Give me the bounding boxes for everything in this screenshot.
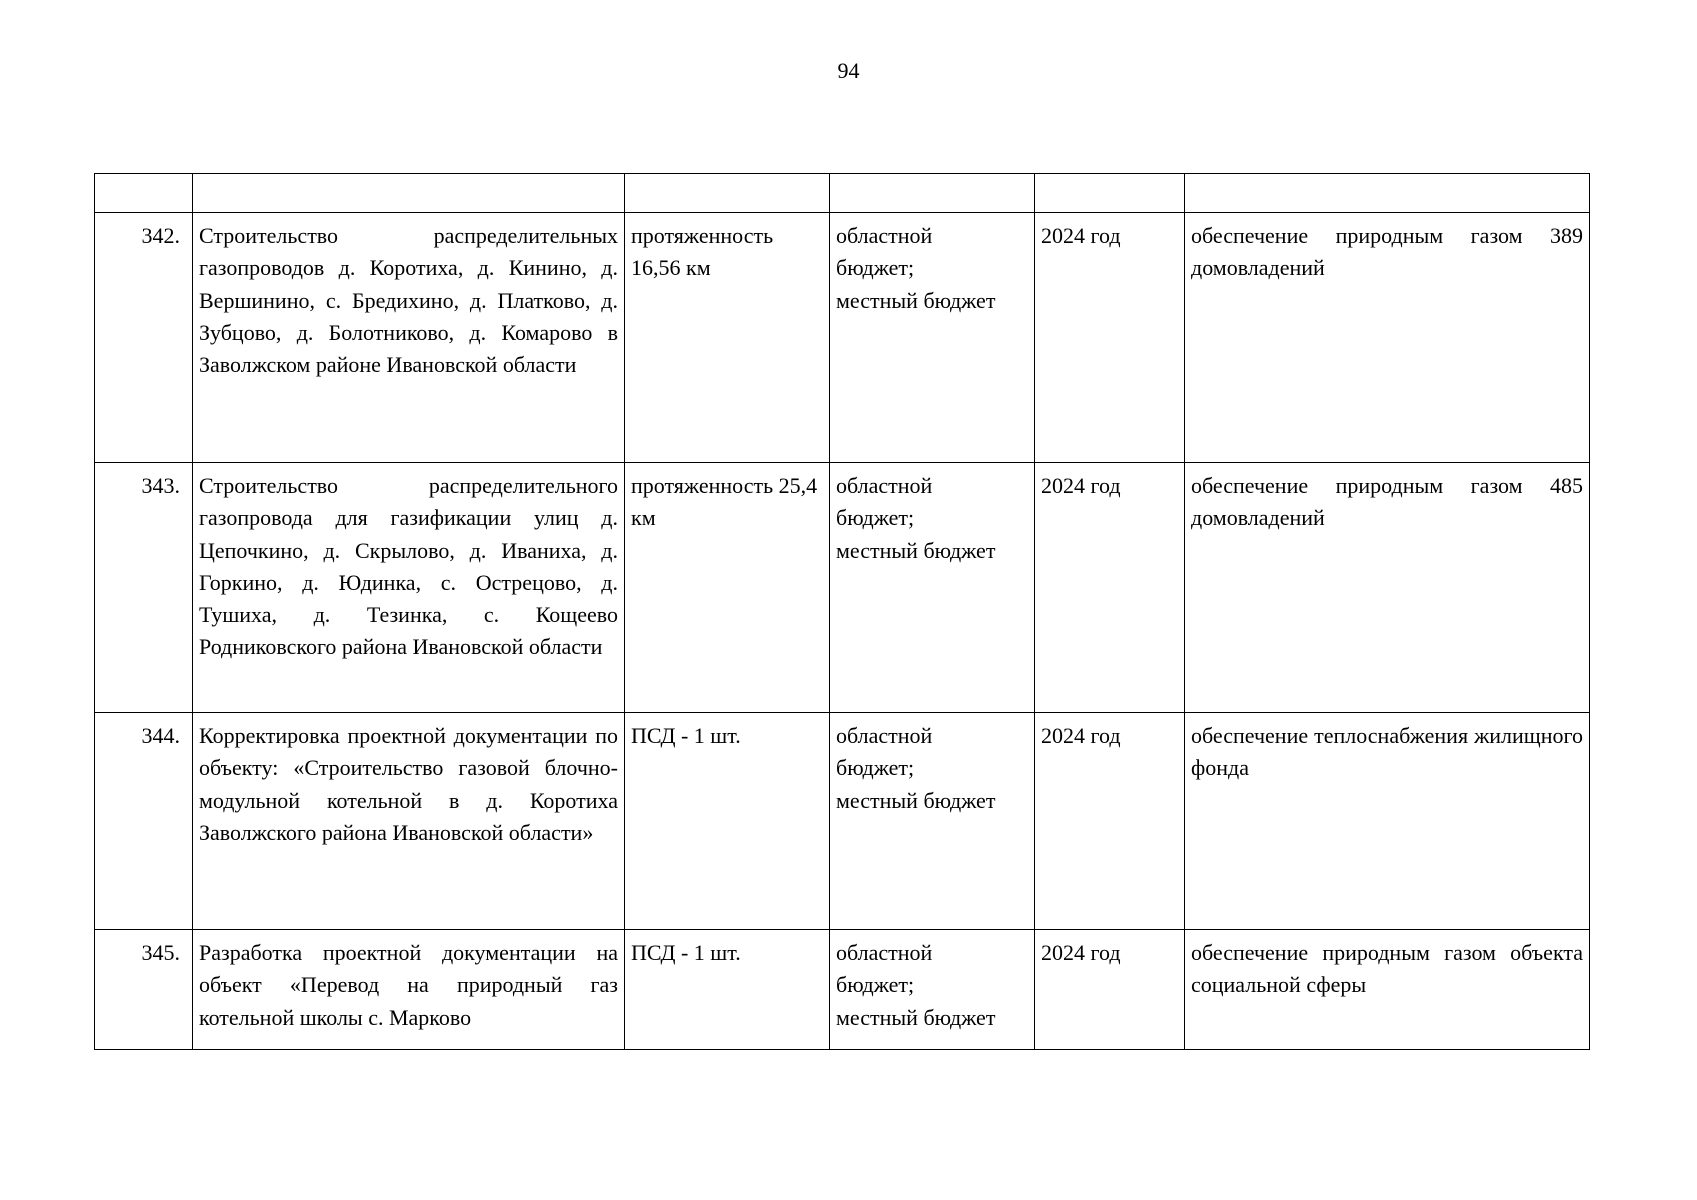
table-row bbox=[95, 213, 1590, 463]
project-capacity: протяженность 25,4 км bbox=[625, 463, 830, 713]
funding-source: областной бюджет; местный бюджет bbox=[830, 213, 1035, 463]
header-cell bbox=[193, 174, 625, 213]
funding-source: областной бюджет; местный бюджет bbox=[830, 930, 1035, 1050]
project-capacity: протяженность 16,56 км bbox=[625, 213, 830, 463]
project-period: 2024 год bbox=[1035, 213, 1185, 463]
header-cell bbox=[1035, 174, 1185, 213]
funding-source: областной бюджет; местный бюджет bbox=[830, 713, 1035, 930]
project-name: Разработка проектной документации на объект «Перевод на природный газ котельной школы с. Марково bbox=[193, 930, 625, 1050]
project-period: 2024 год bbox=[1035, 930, 1185, 1050]
row-number: 345. bbox=[95, 930, 193, 1050]
expected-result: обеспечение природным газом объекта социальной сферы bbox=[1185, 930, 1590, 1050]
header-cell bbox=[1185, 174, 1590, 213]
project-capacity: ПСД - 1 шт. bbox=[625, 930, 830, 1050]
row-number: 342. bbox=[95, 213, 193, 463]
project-capacity: ПСД - 1 шт. bbox=[625, 713, 830, 930]
project-period: 2024 год bbox=[1035, 713, 1185, 930]
table-header-row bbox=[95, 174, 1590, 213]
table-row bbox=[95, 930, 1590, 1050]
expected-result: обеспечение теплоснабжения жилищного фонда bbox=[1185, 713, 1590, 930]
project-name: Строительство распределительного газопровода для газификации улиц д. Цепочкино, д. Скрылово, д. Иваниха, д. Горкино, д. Юдинка, с. Острецово, д. Тушиха, д. Тезинка, с. Кощеево Родниковского района Ивановской области bbox=[193, 463, 625, 713]
table-row bbox=[95, 463, 1590, 713]
row-number: 343. bbox=[95, 463, 193, 713]
row-number: 344. bbox=[95, 713, 193, 930]
project-table bbox=[94, 173, 1590, 1050]
project-name: Корректировка проектной документации по объекту: «Строительство газовой блочно-модульной котельной в д. Коротиха Заволжского района Ивановской области» bbox=[193, 713, 625, 930]
expected-result: обеспечение природным газом 485 домовладений bbox=[1185, 463, 1590, 713]
header-cell bbox=[625, 174, 830, 213]
expected-result: обеспечение природным газом 389 домовладений bbox=[1185, 213, 1590, 463]
project-name: Строительство распределительных газопроводов д. Коротиха, д. Кинино, д. Вершинино, с. Бредихино, д. Платково, д. Зубцово, д. Болотниково, д. Комарово в Заволжском районе Ивановской области bbox=[193, 213, 625, 463]
funding-source: областной бюджет; местный бюджет bbox=[830, 463, 1035, 713]
project-period: 2024 год bbox=[1035, 463, 1185, 713]
header-cell bbox=[830, 174, 1035, 213]
table-row bbox=[95, 713, 1590, 930]
page-number: 94 bbox=[837, 58, 860, 83]
header-cell bbox=[95, 174, 193, 213]
